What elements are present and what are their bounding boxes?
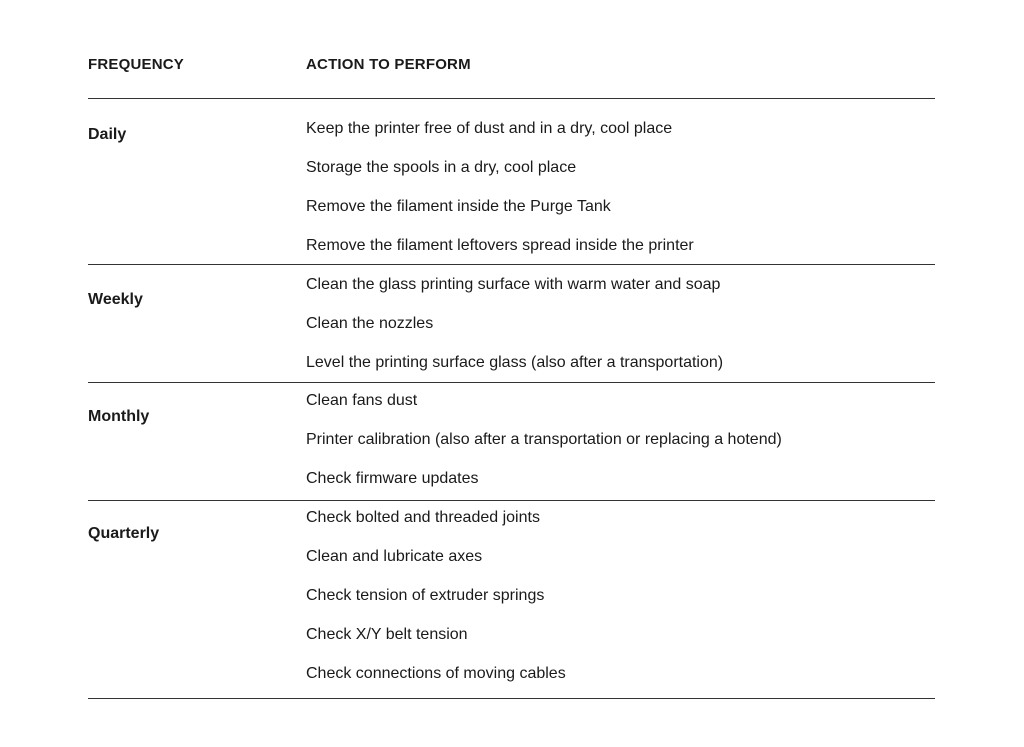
- frequency-label: Daily: [88, 126, 127, 143]
- group-daily: [88, 99, 935, 265]
- action-item: Remove the filament inside the Purge Tank: [306, 198, 611, 215]
- action-item: Keep the printer free of dust and in a dry, cool place: [306, 120, 673, 137]
- action-item: Check tension of extruder springs: [306, 587, 545, 604]
- group-monthly: [88, 383, 935, 501]
- action-item: Check firmware updates: [306, 470, 479, 487]
- action-list: [306, 265, 723, 382]
- action-list: [306, 498, 566, 693]
- action-item: Clean the nozzles: [306, 315, 434, 332]
- action-item: Remove the filament leftovers spread inside the printer: [306, 237, 694, 254]
- maintenance-table: [88, 0, 935, 699]
- frequency-label: Weekly: [88, 291, 143, 308]
- action-list: [306, 381, 782, 498]
- action-item: Clean and lubricate axes: [306, 548, 483, 565]
- action-item: Check bolted and threaded joints: [306, 509, 540, 526]
- action-item: Check connections of moving cables: [306, 665, 566, 682]
- action-item: Level the printing surface glass (also after a transportation): [306, 354, 724, 371]
- table-header: [88, 0, 935, 99]
- action-item: Storage the spools in a dry, cool place: [306, 159, 577, 176]
- group-quarterly: [88, 501, 935, 699]
- action-item: Printer calibration (also after a transportation or replacing a hotend): [306, 431, 782, 448]
- frequency-label: Monthly: [88, 408, 150, 425]
- action-item: Check X/Y belt tension: [306, 626, 468, 643]
- frequency-label: Quarterly: [88, 525, 160, 542]
- action-list: [306, 109, 694, 265]
- header-action: ACTION TO PERFORM: [306, 56, 471, 73]
- action-item: Clean fans dust: [306, 392, 418, 409]
- header-frequency: FREQUENCY: [88, 56, 184, 73]
- action-item: Clean the glass printing surface with warm water and soap: [306, 276, 721, 293]
- group-weekly: [88, 265, 935, 383]
